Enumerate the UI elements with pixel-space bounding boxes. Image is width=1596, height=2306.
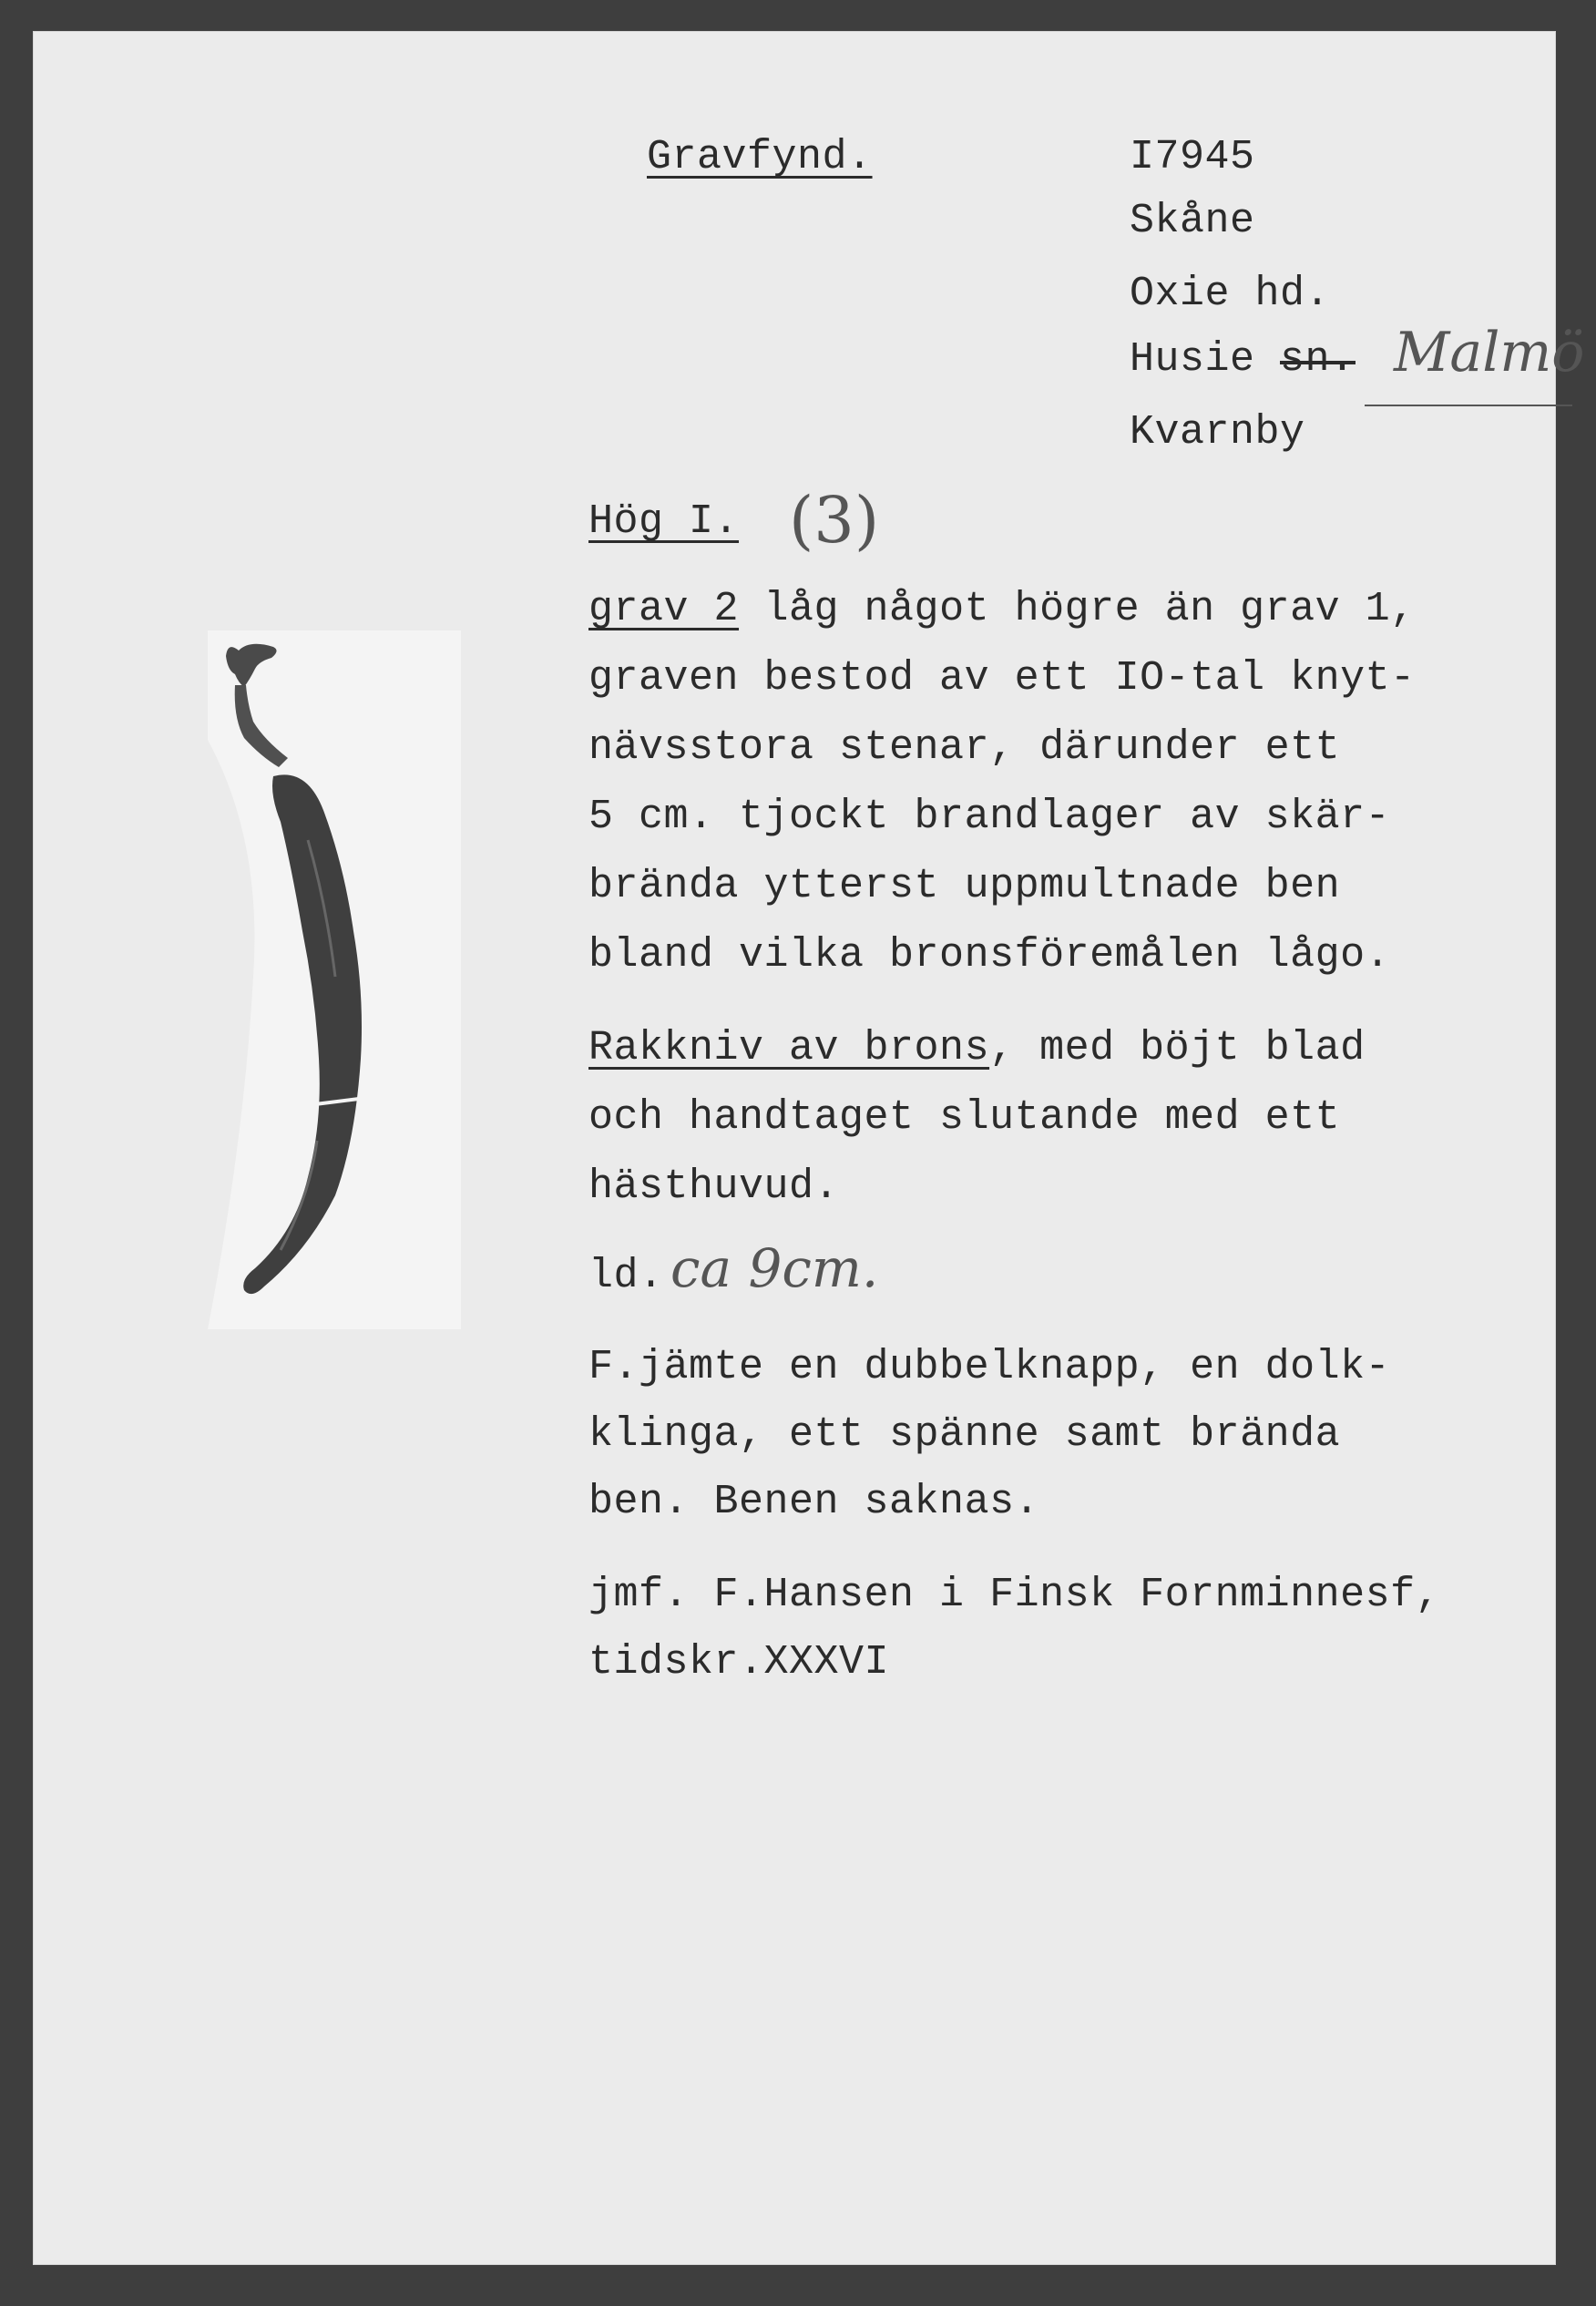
mound-handwritten-number: (3) (789, 483, 880, 558)
district: Oxie hd. (1130, 271, 1331, 317)
parish-typed: Husie (1130, 336, 1255, 383)
grave-line: 5 cm. tjockt brandlager av skär- (588, 794, 1391, 840)
place: Kvarnby (1130, 409, 1305, 456)
catalog-number: I7945 (1130, 134, 1255, 180)
reference-line: tidskr.XXXVI (588, 1639, 890, 1686)
parish (1130, 336, 1356, 383)
finds-line: klinga, ett spänne samt brända (588, 1411, 1341, 1458)
finds-line: ben. Benen saknas. (588, 1479, 1040, 1525)
card-title: Gravfynd. (647, 134, 873, 180)
grave-line: nävsstora stenar, därunder ett (588, 724, 1341, 771)
grave-line: graven bestod av ett IO-tal knyt- (588, 655, 1416, 702)
grave-line: bland vilka bronsföremålen lågo. (588, 932, 1391, 979)
mound-label: Hög I. (588, 498, 740, 545)
grave-number: grav 2 (588, 586, 740, 632)
length-handwritten: ca 9cm. (670, 1237, 879, 1299)
province: Skåne (1130, 198, 1255, 244)
parish-handwritten: Malmö (1394, 321, 1585, 384)
parish-struck: sn. (1280, 336, 1356, 383)
reference-line: jmf. F.Hansen i Finsk Fornminnesf, (588, 1572, 1441, 1618)
object-line: Rakkniv av brons, med böjt blad (588, 1025, 1366, 1071)
object-line: hästhuvud. (588, 1163, 840, 1210)
handwritten-underline (1365, 405, 1572, 406)
grave-line: grav 2 låg något högre än grav 1, (588, 586, 1416, 632)
object-type: Rakkniv av brons (588, 1025, 990, 1071)
grave-line: brända ytterst uppmultnade ben (588, 863, 1341, 909)
catalog-card (33, 31, 1585, 2265)
object-line: och handtaget slutande med ett (588, 1094, 1341, 1141)
finds-line: F.jämte en dubbelknapp, en dolk- (588, 1344, 1391, 1390)
razor-knife-icon (208, 630, 461, 1329)
razor-knife-photo (208, 630, 461, 1329)
length-label: ld. (588, 1253, 664, 1299)
